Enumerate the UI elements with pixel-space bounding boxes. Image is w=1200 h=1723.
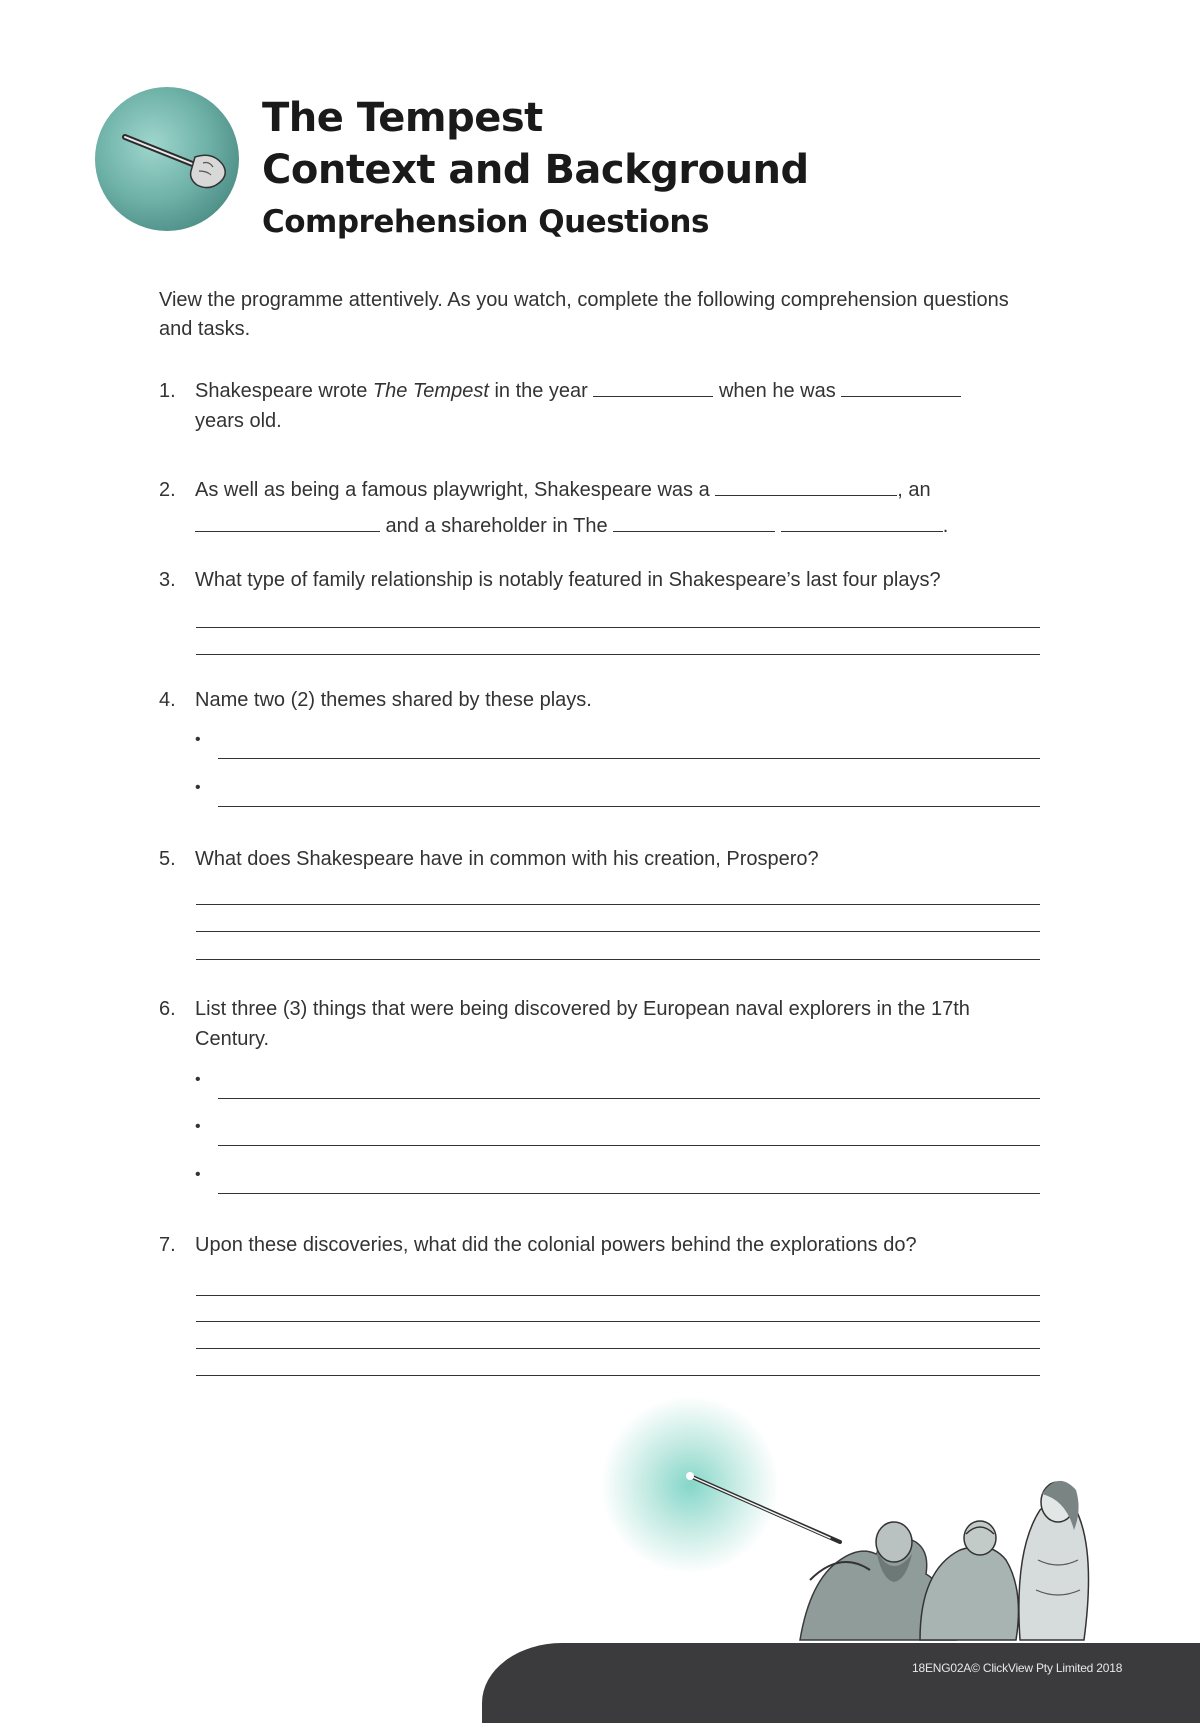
bullet-answer[interactable] (195, 1071, 1040, 1099)
question-1 (159, 376, 1039, 436)
answer-blank[interactable] (195, 513, 380, 532)
answer-line[interactable] (196, 1375, 1040, 1376)
answer-blank[interactable] (593, 378, 713, 397)
answer-blank[interactable] (715, 477, 897, 496)
question-6 (159, 994, 1039, 1054)
question-text: Name two (2) themes shared by these plays. (195, 689, 592, 711)
question-5 (159, 844, 1039, 874)
bullet-icon: • (195, 1118, 201, 1135)
bullet-answer[interactable] (195, 731, 1040, 759)
footer-bar (482, 1643, 1200, 1723)
question-number: 1. (159, 380, 176, 402)
answer-line[interactable] (196, 627, 1040, 628)
question-text: What does Shakespeare have in common with his creation, Prospero? (195, 848, 819, 870)
question-text: and a shareholder in The (380, 515, 614, 537)
question-number: 7. (159, 1234, 176, 1256)
answer-line[interactable] (196, 1295, 1040, 1296)
question-text: , an (897, 479, 931, 501)
bullet-answer[interactable] (195, 1166, 1040, 1194)
bullet-icon: • (195, 1071, 201, 1088)
wand-circle-icon (95, 87, 239, 231)
play-title: The Tempest (372, 380, 489, 402)
question-text: in the year (488, 380, 594, 402)
question-4 (159, 685, 1039, 715)
title-block (262, 92, 809, 248)
question-number: 3. (159, 569, 176, 591)
answer-blank[interactable] (781, 513, 943, 532)
bullet-icon: • (195, 731, 201, 748)
bullet-answer[interactable] (195, 779, 1040, 807)
question-text: As well as being a famous playwright, Shakespeare was a (195, 479, 716, 501)
answer-line[interactable] (196, 1321, 1040, 1322)
page-title-secondary: Context and Background (262, 147, 809, 193)
question-number: 6. (159, 998, 176, 1020)
question-number: 4. (159, 689, 176, 711)
bullet-icon: • (195, 1166, 201, 1183)
question-text: List three (3) things that were being discovered by European naval explorers in the 17th Century. (195, 998, 970, 1050)
footer-copyright: 18ENG02A© ClickView Pty Limited 2018 (912, 1661, 1123, 1675)
answer-line[interactable] (196, 959, 1040, 960)
question-number: 2. (159, 479, 176, 501)
intro-text: View the programme attentively. As you watch, complete the following comprehension questions and tasks. (159, 289, 1009, 340)
page-subtitle: Comprehension Questions (262, 204, 709, 240)
question-text: when he was (713, 380, 842, 402)
prospero-illustration-icon (640, 1430, 1140, 1655)
answer-line[interactable] (196, 931, 1040, 932)
question-text: years old. (195, 410, 282, 432)
question-text: Upon these discoveries, what did the colonial powers behind the explorations do? (195, 1234, 917, 1256)
answer-line[interactable] (196, 904, 1040, 905)
bullet-icon: • (195, 779, 201, 796)
page-title: The Tempest (262, 95, 543, 141)
question-7 (159, 1230, 1039, 1260)
question-text: . (942, 515, 949, 537)
question-2 (159, 472, 1039, 544)
question-text: What type of family relationship is notably featured in Shakespeare’s last four plays? (195, 569, 941, 591)
answer-blank[interactable] (841, 378, 961, 397)
answer-line[interactable] (196, 654, 1040, 655)
question-number: 5. (159, 848, 176, 870)
answer-line[interactable] (196, 1348, 1040, 1349)
answer-blank[interactable] (613, 513, 775, 532)
question-text: Shakespeare wrote (195, 380, 373, 402)
question-3 (159, 565, 1039, 595)
bullet-answer[interactable] (195, 1118, 1040, 1146)
